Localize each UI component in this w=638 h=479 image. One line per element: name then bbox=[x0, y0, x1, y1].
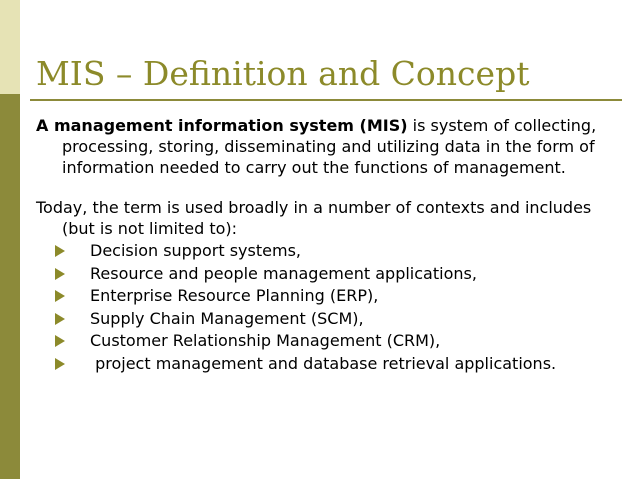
list-item bbox=[55, 330, 606, 353]
list-item-text: project management and database retrieval applications. bbox=[90, 353, 557, 373]
triangle-bullet-icon bbox=[55, 245, 65, 257]
slide-body bbox=[36, 115, 606, 375]
list-item bbox=[55, 240, 606, 263]
definition-term: A management information system (MIS) bbox=[36, 116, 408, 135]
definition-paragraph bbox=[36, 115, 606, 178]
usage-bullet-list bbox=[36, 240, 606, 375]
list-item-text: Enterprise Resource Planning (ERP), bbox=[90, 286, 379, 305]
triangle-bullet-icon bbox=[55, 268, 65, 280]
slide-title: MIS – Definition and Concept bbox=[36, 54, 530, 93]
left-accent-bar-top bbox=[0, 0, 20, 94]
list-item bbox=[55, 263, 606, 286]
list-item-text: Decision support systems, bbox=[90, 241, 301, 260]
list-item-text: Supply Chain Management (SCM), bbox=[90, 308, 364, 328]
triangle-bullet-icon bbox=[55, 290, 65, 302]
list-item bbox=[55, 308, 606, 331]
list-item-text: Customer Relationship Management (CRM), bbox=[90, 331, 441, 350]
triangle-bullet-icon bbox=[55, 313, 65, 325]
triangle-bullet-icon bbox=[55, 335, 65, 347]
list-item-text: Resource and people management applications, bbox=[90, 263, 477, 283]
title-divider bbox=[30, 99, 622, 101]
triangle-bullet-icon bbox=[55, 358, 65, 370]
list-item bbox=[55, 353, 606, 376]
definition-text: is system of collecting, processing, storing, disseminating and utilizing data in the form of information needed to carry out the functions of management. bbox=[62, 116, 597, 177]
usage-intro-paragraph: Today, the term is used broadly in a number of contexts and includes (but is not limited to): bbox=[36, 198, 592, 238]
list-item bbox=[55, 285, 606, 308]
